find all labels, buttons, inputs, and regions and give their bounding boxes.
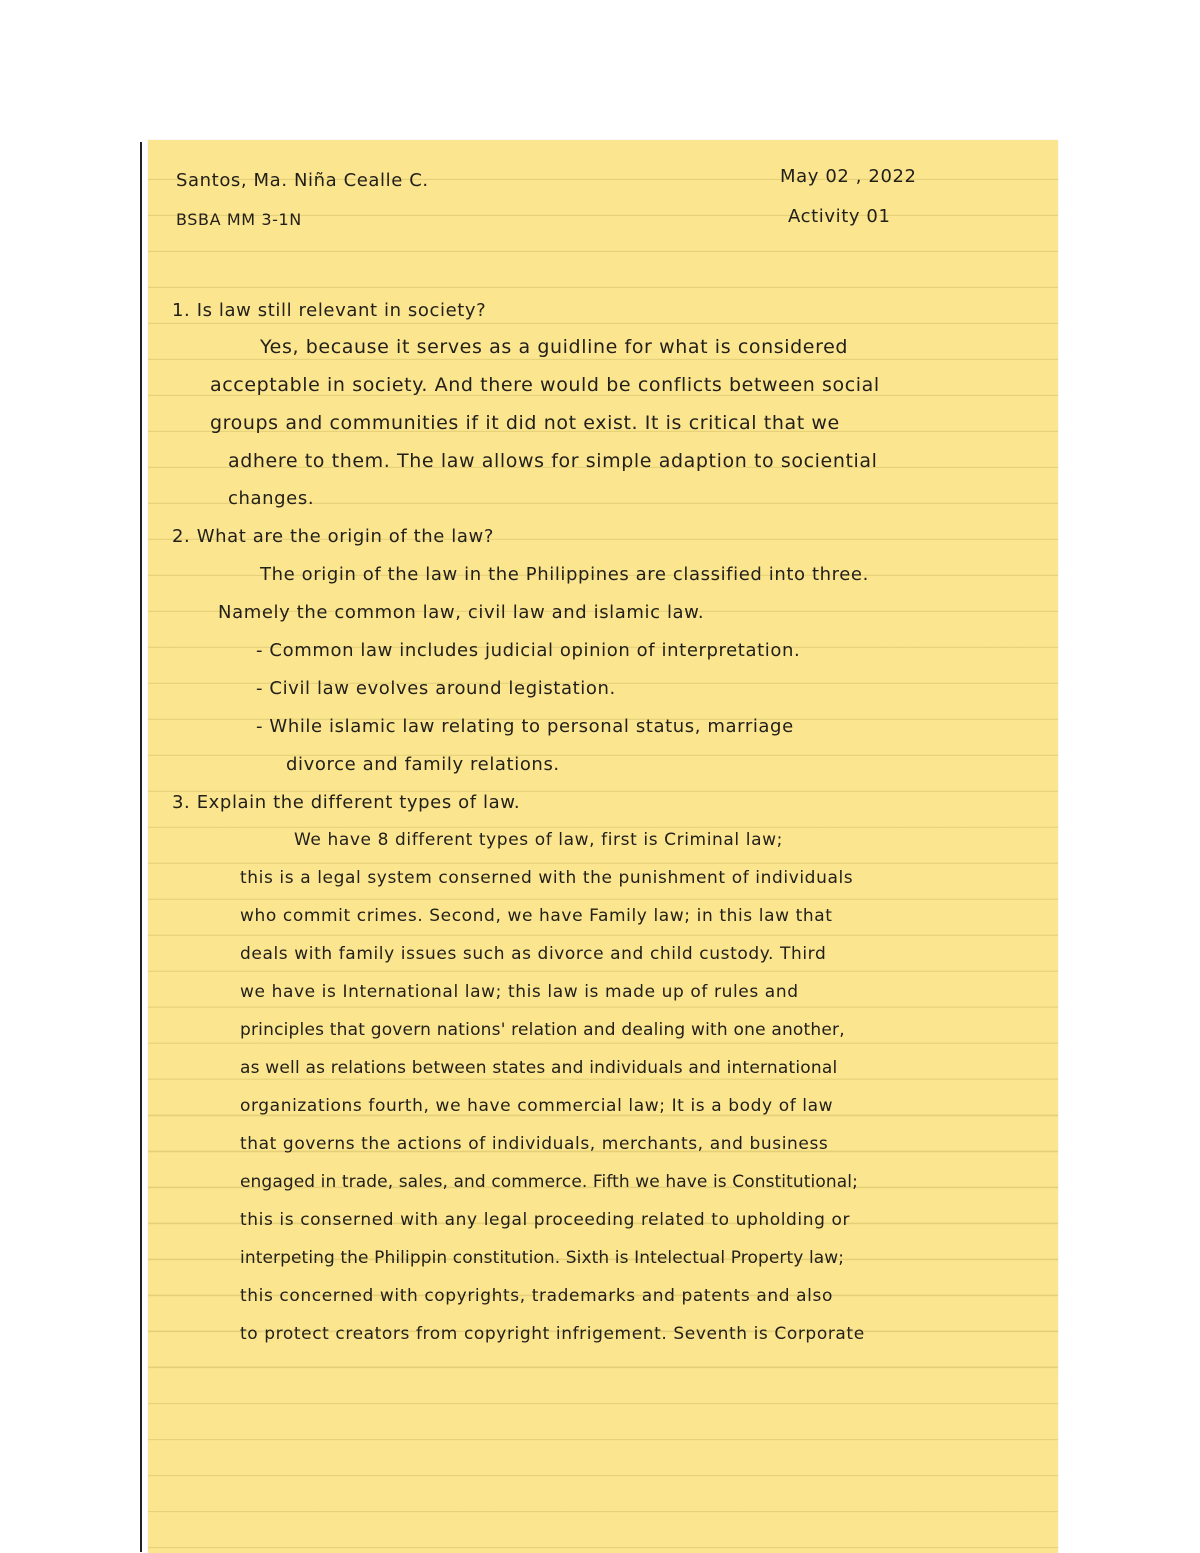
answer-3-line: interpeting the Philippin constitution. Sixth is Intelectual Property law;: [240, 1248, 845, 1268]
answer-2-line: Namely the common law, civil law and islamic law.: [218, 602, 705, 623]
question-2: 2. What are the origin of the law?: [172, 526, 495, 547]
answer-3-line: who commit crimes. Second, we have Family law; in this law that: [240, 906, 833, 926]
question-1: 1. Is law still relevant in society?: [172, 300, 487, 321]
answer-3-line: We have 8 different types of law, first is Criminal law;: [294, 830, 783, 850]
answer-2-line: - While islamic law relating to personal status, marriage: [256, 716, 794, 737]
student-name: Santos, Ma. Niña Cealle C.: [176, 170, 429, 191]
answer-1-line: groups and communities if it did not exist. It is critical that we: [210, 412, 840, 434]
activity-title: Activity 01: [788, 206, 891, 227]
answer-1-line: Yes, because it serves as a guidline for what is considered: [260, 336, 849, 358]
answer-3-line: principles that govern nations' relation and dealing with one another,: [240, 1020, 845, 1040]
answer-3-line: organizations fourth, we have commercial law; It is a body of law: [240, 1096, 834, 1116]
date: May 02 , 2022: [780, 166, 917, 187]
answer-3-line: this is conserned with any legal proceeding related to upholding or: [240, 1210, 851, 1230]
answer-3-line: this concerned with copyrights, trademarks and patents and also: [240, 1286, 833, 1306]
answer-1-line: acceptable in society. And there would be conflicts between social: [210, 374, 880, 396]
course-section: BSBA MM 3-1N: [176, 210, 302, 229]
answer-3-line: deals with family issues such as divorce and child custody. Third: [240, 944, 827, 964]
answer-3-line: to protect creators from copyright infrigement. Seventh is Corporate: [240, 1324, 865, 1344]
answer-3-line: as well as relations between states and individuals and international: [240, 1058, 838, 1078]
answer-3-line: that governs the actions of individuals, merchants, and business: [240, 1134, 829, 1154]
answer-1-line: changes.: [228, 488, 315, 509]
answer-3-line: engaged in trade, sales, and commerce. Fifth we have is Constitutional;: [240, 1172, 858, 1192]
answer-2-line: - Common law includes judicial opinion of interpretation.: [256, 640, 801, 661]
answer-3-line: we have is International law; this law is made up of rules and: [240, 982, 799, 1002]
answer-2-line: - Civil law evolves around legistation.: [256, 678, 616, 699]
question-3: 3. Explain the different types of law.: [172, 792, 521, 813]
answer-3-line: this is a legal system conserned with the punishment of individuals: [240, 868, 854, 888]
answer-2-line: The origin of the law in the Philippines are classified into three.: [260, 564, 869, 585]
page-left-edge: [140, 142, 142, 1552]
answer-1-line: adhere to them. The law allows for simple adaption to sociential: [228, 450, 878, 472]
answer-2-line: divorce and family relations.: [286, 754, 560, 775]
notebook-page: [148, 140, 1058, 1553]
